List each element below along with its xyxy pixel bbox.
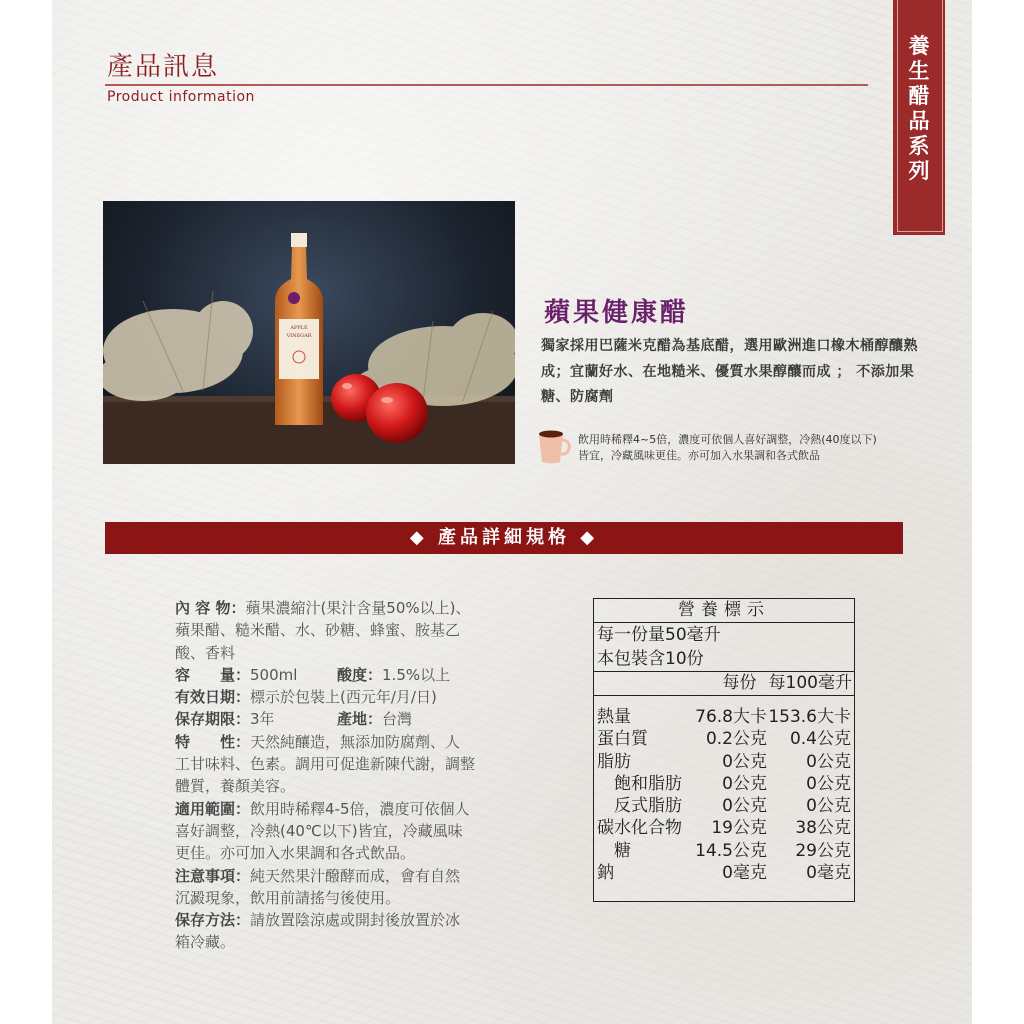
section-title: 產品訊息 bbox=[107, 52, 220, 82]
spec-notice: 注意事項：純天然果汁醱酵而成，會有自然沉澱現象，飲用前請搖勻後使用。 bbox=[175, 866, 461, 907]
spec-section-title: ◆ 產品詳細規格 ◆ bbox=[409, 527, 599, 548]
header-divider bbox=[105, 84, 868, 86]
nutrition-serving-size: 每一份量50毫升 bbox=[597, 625, 721, 645]
nutrition-row bbox=[594, 840, 854, 862]
spec-storage: 保存方法：請放置陰涼處或開封後放置於冰箱冷藏。 bbox=[175, 911, 461, 952]
nutrient-per-100ml: 153.6大卡 bbox=[768, 707, 851, 727]
product-photo-illustration bbox=[103, 201, 515, 464]
nutrition-row bbox=[594, 862, 854, 884]
nutrition-row bbox=[594, 751, 854, 773]
nutrient-per-serving: 0公克 bbox=[722, 796, 767, 817]
nutrient-name: 糖 bbox=[597, 840, 631, 861]
drinking-tip: 飲用時稀釋4~5倍，濃度可依個人喜好調整，冷熱(40度以下) 皆宜，冷藏風味更佳。亦可加入水果調和各式飲品 bbox=[578, 433, 877, 462]
nutrition-row bbox=[594, 773, 854, 795]
nutrient-per-serving: 0公克 bbox=[722, 751, 767, 772]
nutrient-name: 蛋白質 bbox=[597, 729, 648, 750]
nutrient-per-100ml: 0毫克 bbox=[806, 863, 851, 884]
product-photo bbox=[103, 201, 515, 464]
nutrient-per-100ml: 29公克 bbox=[795, 840, 851, 861]
nutrition-row bbox=[594, 795, 854, 817]
nutrient-name: 脂肪 bbox=[597, 751, 631, 772]
nutrition-rows bbox=[594, 706, 854, 884]
nutrient-name: 碳水化合物 bbox=[597, 818, 682, 839]
product-spec bbox=[175, 597, 475, 954]
nutrient-per-serving: 14.5公克 bbox=[695, 840, 767, 861]
spec-volume-acidity: 容 量：500ml 酸度：1.5%以上 bbox=[175, 665, 451, 684]
bottle-label-line1: APPLE bbox=[290, 325, 308, 331]
nutrition-row bbox=[594, 817, 854, 839]
nutrient-per-100ml: 0公克 bbox=[806, 796, 851, 817]
nutrient-name: 熱量 bbox=[597, 707, 631, 727]
nutrient-name: 反式脂肪 bbox=[597, 796, 682, 817]
nutrition-row bbox=[594, 706, 854, 728]
bottle-label-line2: VINEGAR bbox=[286, 333, 312, 339]
nutrient-per-serving: 76.8大卡 bbox=[695, 707, 767, 727]
nutrient-per-100ml: 0公克 bbox=[806, 751, 851, 772]
spec-expiry: 有效日期：標示於包裝上(西元年/月/日) bbox=[175, 688, 437, 707]
product-description: 獨家採用巴薩米克醋為基底醋，選用歐洲進口橡木桶醇釀熟成；宜蘭好水、在地糙米、優質水果醇釀而成 ； 不添加果糖、防腐劑 bbox=[541, 338, 918, 405]
section-subtitle: Product information bbox=[107, 89, 255, 105]
spec-section-bar bbox=[105, 522, 903, 554]
nutrient-per-serving: 0毫克 bbox=[722, 863, 767, 884]
series-ribbon-label: 養 生 醋 品 系 列 bbox=[908, 34, 930, 183]
nutrition-column-headers: 每份 每100毫升 bbox=[594, 672, 854, 696]
product-title: 蘋果健康醋 bbox=[544, 298, 690, 328]
nutrient-per-serving: 0.2公克 bbox=[705, 729, 767, 750]
spec-feature: 特 性：天然純釀造，無添加防腐劑、人工甘味料、色素。調用可促進新陳代謝，調整體質，養顏美容。 bbox=[175, 732, 476, 796]
series-ribbon bbox=[893, 0, 945, 235]
nutrient-per-100ml: 0.4公克 bbox=[789, 729, 851, 750]
spec-usage: 適用範圍：飲用時稀釋4-5倍，濃度可依個人喜好調整，冷熱(40℃以下)皆宜，冷藏風味更佳。亦可加入水果調和各式飲品。 bbox=[175, 799, 470, 863]
spec-contents: 內 容 物：蘋果濃縮汁(果汁含量50%以上)、蘋果醋、糙米醋、水、砂糖、蜂蜜、胺基乙酸、香料 bbox=[175, 599, 471, 662]
nutrient-name: 鈉 bbox=[597, 863, 614, 884]
nutrition-facts-table bbox=[593, 598, 855, 902]
spec-shelf-origin: 保存期限：3年 產地：台灣 bbox=[175, 710, 413, 729]
nutrition-title: 營養標示 bbox=[594, 599, 854, 623]
nutrient-per-100ml: 38公克 bbox=[795, 818, 851, 839]
nutrition-servings-per-pack: 本包裝含10份 bbox=[594, 647, 854, 672]
vinegar-bottle bbox=[275, 233, 323, 425]
cup-icon bbox=[536, 428, 572, 466]
nutrition-row bbox=[594, 728, 854, 750]
nutrient-name: 飽和脂肪 bbox=[597, 773, 682, 794]
nutrient-per-serving: 0公克 bbox=[722, 773, 767, 794]
nutrient-per-100ml: 0公克 bbox=[806, 773, 851, 794]
dried-flowers-left bbox=[103, 301, 253, 401]
nutrient-per-serving: 19公克 bbox=[711, 818, 767, 839]
